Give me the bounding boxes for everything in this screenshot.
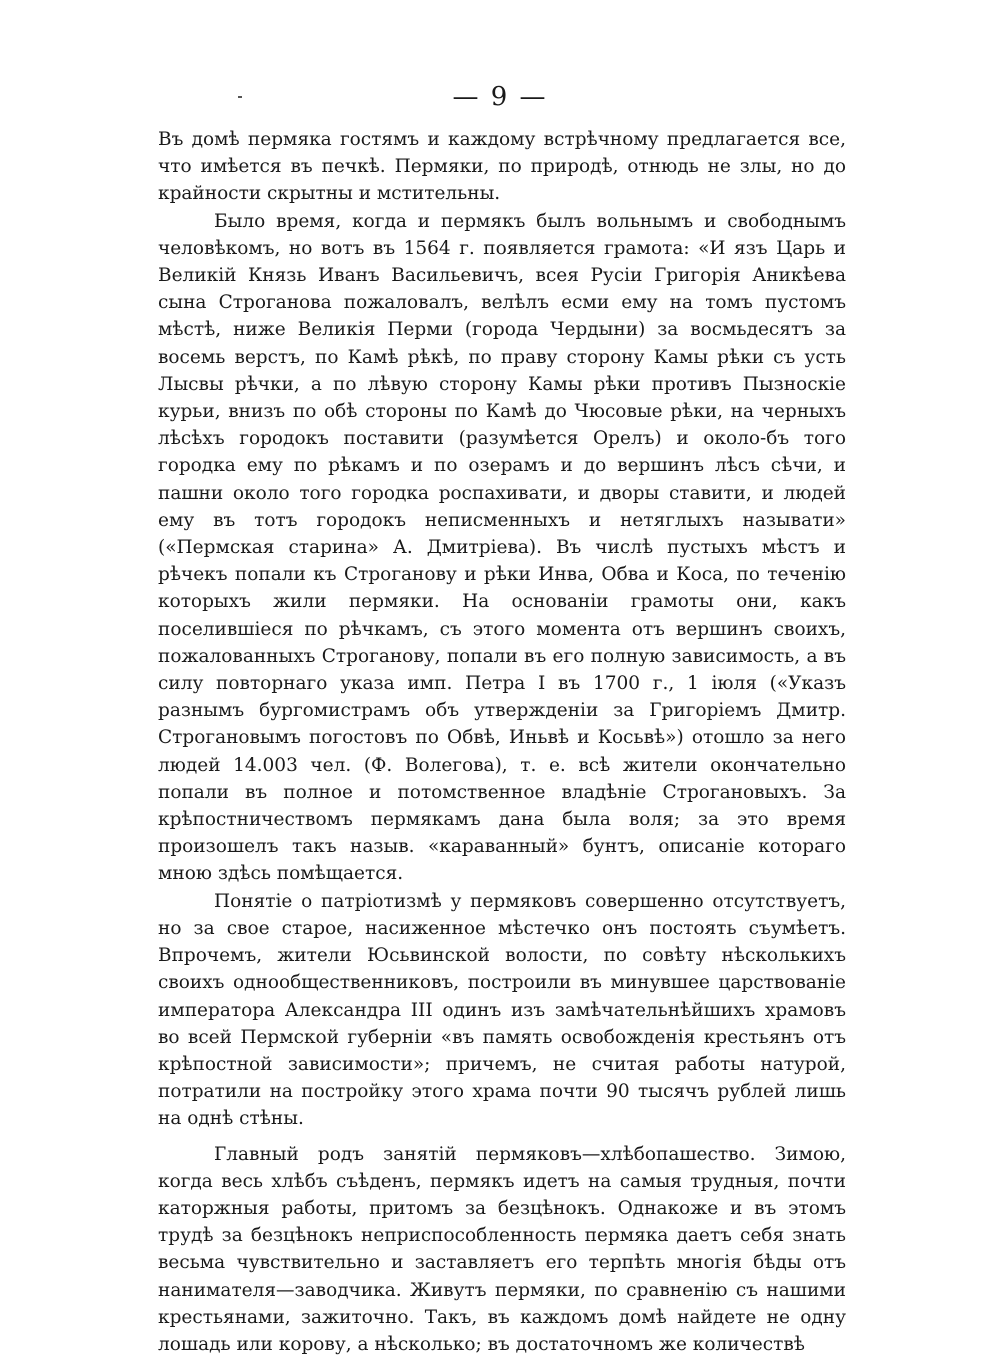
body-text [158, 126, 846, 1358]
paragraph-3: Понятіе о патріотизмѣ у пермяковъ совершенно отсутствуетъ, но за свое старое, насиженное мѣстечко онъ постоять съумѣетъ. Впрочемъ, жители Юсьвинской волости, по совѣту нѣсколькихъ своихъ однообщественниковъ, построили въ минувшее царствованіе императора Александра III одинъ изъ замѣчательнѣйшихъ храмовъ во всей Пермской губерніи «въ память освобожденія крестьянъ отъ крѣпостной зависимости»; причемъ, не считая работы натурой, потратили на постройку этого храма почти 90 тысячъ рублей лишь на однѣ стѣны. [158, 890, 846, 1130]
paragraph-1: Въ домѣ пермяка гостямъ и каждому встрѣчному предлагается все, что имѣется въ печкѣ. Пермяки, по природѣ, отнюдь не злы, но до крайности скрытны и мстительны. [158, 129, 846, 205]
page-number: — 9 — [452, 82, 548, 112]
paragraph-4: Главный родъ занятій пермяковъ—хлѣбопашество. Зимою, когда весь хлѣбъ съѣденъ, пермякъ идетъ на самыя трудныя, почти каторжныя работы, притомъ за безцѣнокъ. Однакоже и въ этомъ трудѣ за безцѣнокъ неприспособленность пермяка даетъ себя знать весьма чувствительно и заставляетъ его терпѣть многія бѣды отъ нанимателя—заводчика. Живутъ пермяки, по сравненію съ нашими крестьянами, зажиточно. Такъ, въ каждомъ домѣ найдете не одну лошадь или корову, а нѣсколько; въ достаточномъ же количествѣ [158, 1143, 846, 1355]
paragraph-2: Было время, когда и пермякъ былъ вольнымъ и свободнымъ человѣкомъ, но вотъ въ 1564 г. появляется грамота: «И язъ Царь и Великій Князь Иванъ Васильевичъ, всея Русіи Григорія Аникѣева сына Строганова пожаловалъ, велѣлъ есми ему на томъ пустомъ мѣстѣ, ниже Великія Перми (города Чердыни) за восмьдесятъ за восемь верстъ, по Камѣ рѣкѣ, по праву сторону Камы рѣки съ усть Лысвы рѣчки, а по лѣвую сторону Камы рѣки противъ Пызноскіе курьи, внизъ по обѣ стороны по Камѣ до Чюсовые рѣки, на черныхъ лѣсѣхъ городокъ поставити (разумѣется Орелъ) и около-бъ того городка ему по рѣкамъ и по озерамъ и до вершинъ лѣсъ сѣчи, и пашни около того городка роспахивати, и дворы ставити, и людей ему въ тотъ городокъ неписменныхъ и нетяглыхъ называти» («Пермская старина» А. Дмитріева). Въ числѣ пустыхъ мѣстъ и рѣчекъ попали къ Строганову и рѣки Инва, Обва и Коса, по теченію которыхъ жили пермяки. На основаніи грамоты они, какъ поселившіеся по рѣчкамъ, съ этого момента отъ вершинъ своихъ, пожалованныхъ Строганову, попали въ его полную зависимость, а въ силу повторнаго указа имп. Петра I въ 1700 г., 1 іюля («Указъ разнымъ бургомистрамъ объ утвержденіи за Григоріемъ Дмитр. Строгановымъ погостовъ по Обвѣ, Иньвѣ и Косьвѣ») отошло за него людей 14.003 чел. (Ф. Волегова), т. е. всѣ жители окончательно попали въ полное и потомственное владѣніе Строгановыхъ. За крѣпостничествомъ пермякамъ дана была воля; за это время произошелъ такъ назыв. «караванный» бунтъ, описаніе котораго мною здѣсь помѣщается. [158, 210, 846, 885]
